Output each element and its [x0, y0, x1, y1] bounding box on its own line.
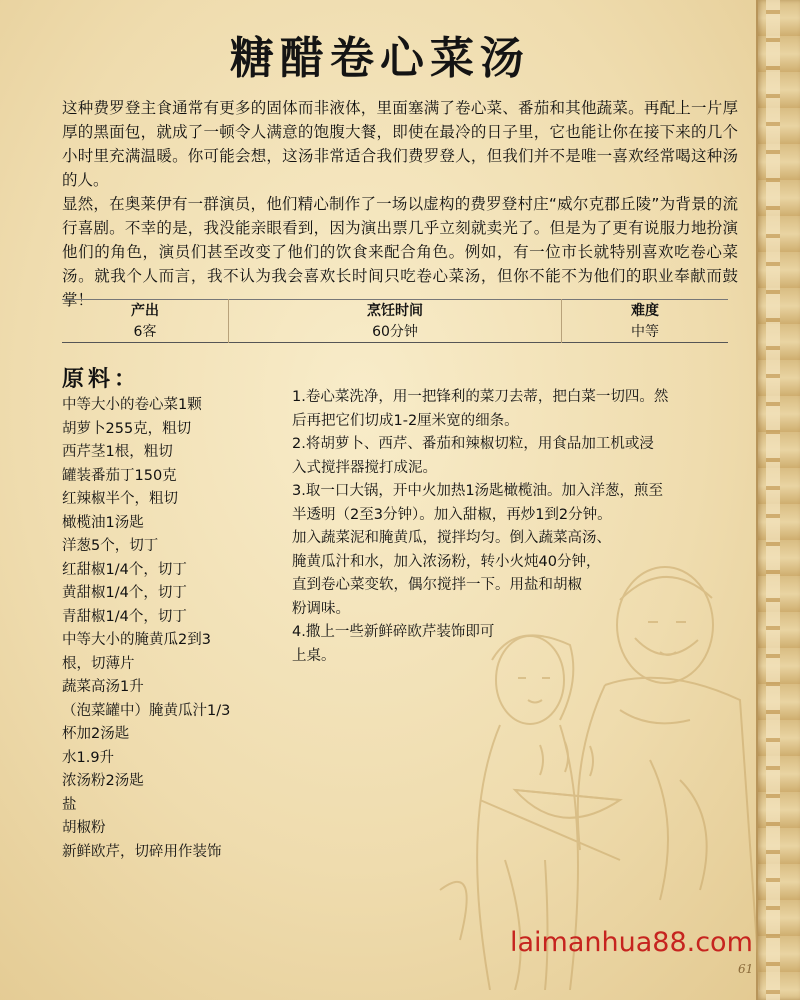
ingredient-item: 洋葱5个，切丁 [62, 538, 159, 554]
stats-value-time: 60分钟 [229, 320, 562, 343]
ingredient-item: 黄甜椒1/4个，切丁 [62, 585, 187, 601]
ingredient-item: 浓汤粉2汤匙 [62, 773, 144, 789]
ingredient-item: 盐 [62, 796, 77, 813]
instruction-line: 1.卷心菜洗净，用一把锋利的菜刀去蒂，把白菜一切四。然 [292, 389, 669, 405]
instruction-line: 加入蔬菜泥和腌黄瓜，搅拌均匀。倒入蔬菜高汤、 [292, 530, 611, 546]
stats-header-yield: 产出 [131, 303, 159, 319]
ingredients-list [62, 394, 292, 864]
ingredient-item: 胡萝卜255克，粗切 [62, 420, 192, 437]
ingredient-item: 西芹茎1根，粗切 [62, 444, 173, 460]
ingredient-item: （泡菜罐中）腌黄瓜汁1/3 [62, 702, 231, 719]
ingredients-heading: 原料： [62, 366, 141, 392]
ingredient-item: 中等大小的腌黄瓜2到3 [62, 632, 211, 648]
page-title: 糖醋卷心菜汤 [230, 33, 530, 84]
intro-paragraph: 显然，在奥莱伊有一群演员，他们精心制作了一场以虚构的费罗登村庄“威尔克郡丘陵”为背景的流行喜剧。不幸的是，我没能亲眼看到，因为演出票几乎立刻就卖光了。但是为了更有说服力地扮演他们的角色，演员们甚至改变了他们的饮食来配合角色。例如，有一位市长就特别喜欢吃卷心菜汤。就我个人而言，我不认为我会喜欢长时间只吃卷心菜汤，但你不能不为他们的职业奉献而鼓掌！ [62, 195, 738, 309]
decorative-border [756, 0, 800, 1000]
ingredient-item: 红甜椒1/4个，切丁 [62, 561, 187, 578]
instruction-line: 3.取一口大锅，开中火加热1汤匙橄榄油。加入洋葱，煎至 [292, 483, 664, 499]
ingredient-item: 中等大小的卷心菜1颗 [62, 397, 202, 413]
ingredient-item: 杯加2汤匙 [62, 726, 130, 742]
instruction-line: 入式搅拌器搅打成泥。 [292, 459, 437, 476]
ingredient-item: 橄榄油1汤匙 [62, 514, 144, 531]
ingredient-item: 根，切薄片 [62, 655, 135, 672]
recipe-stats-table [62, 299, 728, 343]
instruction-line: 4.撒上一些新鲜碎欧芹装饰即可 [292, 624, 495, 640]
illustration-sketch [420, 560, 760, 990]
instruction-line: 2.将胡萝卜、西芹、番茄和辣椒切粒，用食品加工机或浸 [292, 436, 654, 452]
ingredient-item: 蔬菜高汤1升 [62, 679, 144, 695]
instruction-line: 直到卷心菜变软，偶尔搅拌一下。用盐和胡椒 [292, 577, 582, 593]
instruction-line: 粉调味。 [292, 600, 350, 617]
instruction-line: 腌黄瓜汁和水，加入浓汤粉，转小火炖40分钟， [292, 553, 601, 570]
ingredient-item: 青甜椒1/4个，切丁 [62, 608, 187, 625]
watermark-text: laimanhua88.com [510, 927, 753, 958]
instruction-line: 后再把它们切成1-2厘米宽的细条。 [292, 412, 519, 429]
ingredient-item: 新鲜欧芹，切碎用作装饰 [62, 843, 222, 860]
intro-text [62, 96, 738, 312]
ingredient-item: 罐装番茄丁150克 [62, 467, 177, 484]
ingredient-item: 胡椒粉 [62, 820, 106, 836]
stats-value-yield: 6客 [133, 324, 157, 340]
page-number: 61 [738, 962, 754, 976]
stats-value-difficulty: 中等 [562, 320, 729, 343]
ingredient-item: 红辣椒半个，粗切 [62, 491, 178, 507]
stats-header-difficulty: 难度 [562, 300, 729, 321]
instruction-line: 半透明（2至3分钟）。加入甜椒，再炒1到2分钟。 [292, 506, 612, 523]
intro-paragraph: 这种费罗登主食通常有更多的固体而非液体，里面塞满了卷心菜、番茄和其他蔬菜。再配上一片厚厚的黑面包，就成了一顿令人满意的饱腹大餐，即使在最冷的日子里，它也能让你在接下来的几个小时里充满温暖。你可能会想，这汤非常适合我们费罗登人，但我们并不是唯一喜欢经常喝这种汤的人。 [62, 99, 738, 189]
stats-header-time: 烹饪时间 [229, 300, 562, 321]
instruction-line: 上桌。 [292, 647, 336, 664]
ingredient-item: 水1.9升 [62, 749, 115, 766]
